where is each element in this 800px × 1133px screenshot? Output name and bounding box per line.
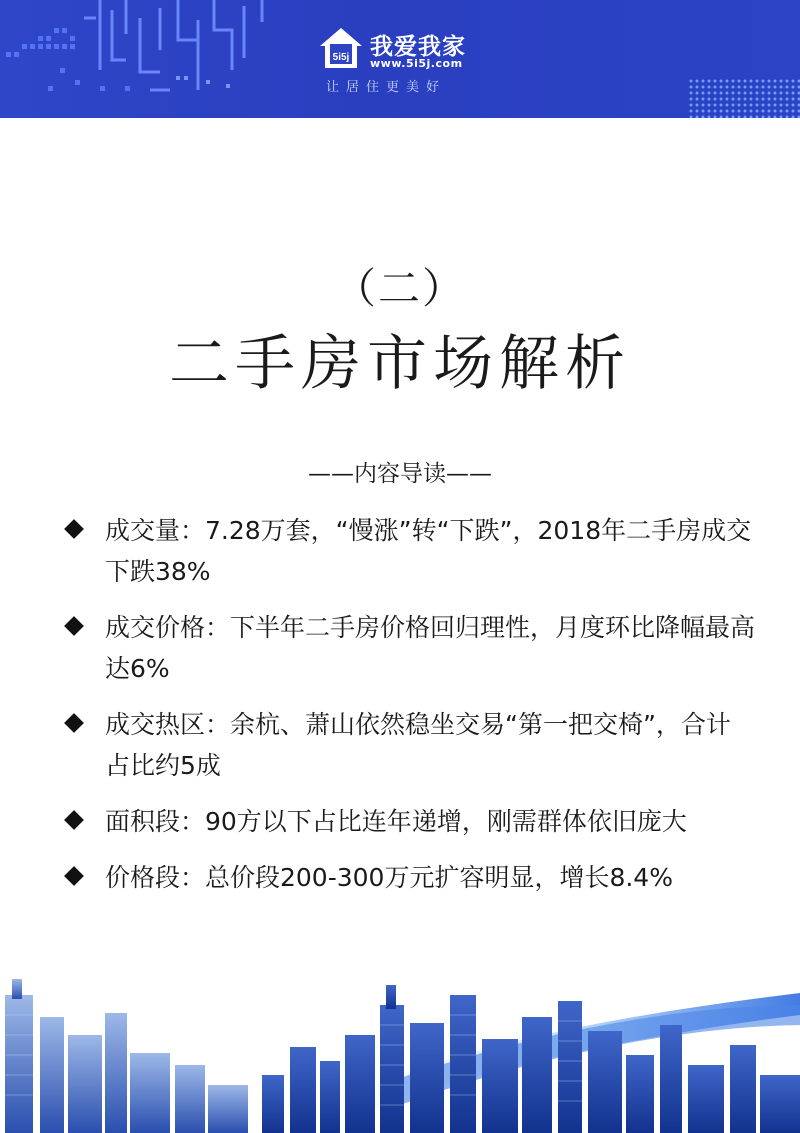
list-item-text: 成交热区：余杭、萧山依然稳坐交易“第一把交椅”，合计占比约5成 — [105, 710, 731, 780]
list-item-text: 价格段：总价段200-300万元扩容明显，增长8.4% — [105, 863, 673, 892]
list-item-text: 成交量：7.28万套，“慢涨”转“下跌”，2018年二手房成交下跌38% — [105, 516, 752, 586]
brand-name: 我爱我家 — [370, 34, 466, 60]
list-item — [65, 857, 755, 898]
city-skyline-image — [0, 965, 800, 1133]
list-item-text: 成交价格：下半年二手房价格回归理性，月度环比降幅最高达6% — [105, 613, 756, 683]
header-banner — [0, 0, 800, 118]
guide-heading: ——内容导读—— — [308, 461, 492, 487]
dot-pattern — [688, 78, 800, 118]
list-item-text: 面积段：90方以下占比连年递增，刚需群体依旧庞大 — [105, 807, 687, 836]
page-title: 二手房市场解析 — [169, 329, 631, 399]
bullet-diamond-icon — [64, 616, 84, 636]
brand-url: www.5i5j.com — [370, 57, 463, 70]
logo-mark-text: 5i5j — [332, 52, 350, 63]
section-number: （二） — [333, 264, 466, 313]
list-item — [65, 607, 755, 689]
bullet-diamond-icon — [64, 810, 84, 830]
bullet-diamond-icon — [64, 519, 84, 539]
brand-logo — [318, 24, 488, 94]
list-item — [65, 510, 755, 592]
list-item — [65, 704, 755, 786]
list-item — [65, 801, 755, 842]
house-logo-icon — [318, 26, 364, 70]
bullet-diamond-icon — [64, 713, 84, 733]
bullet-diamond-icon — [64, 866, 84, 886]
circuit-decoration — [0, 0, 330, 118]
brand-slogan: 让居住更美好 — [326, 80, 447, 95]
summary-list — [65, 510, 755, 913]
